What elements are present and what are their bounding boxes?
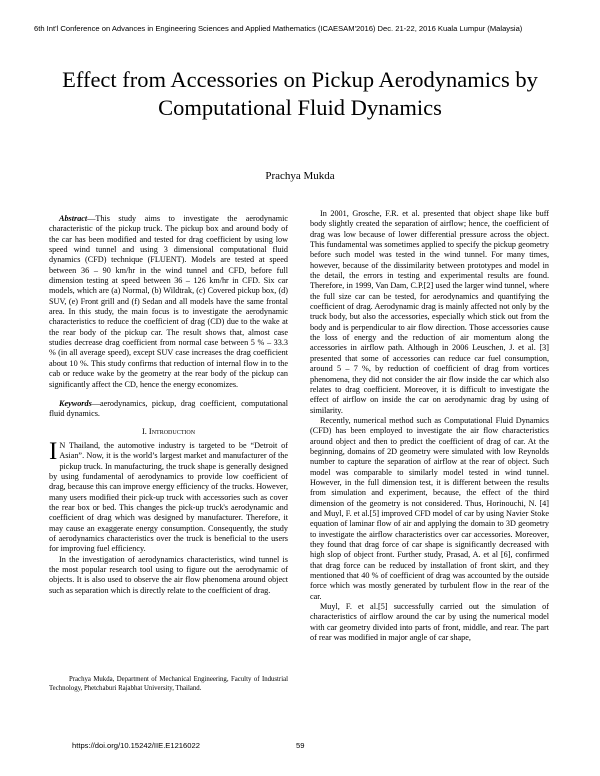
doi-link[interactable]: https://doi.org/10.15242/IIE.E1216022 [72,741,200,750]
keywords-label: Keywords [59,398,92,408]
conference-header: 6th Int'l Conference on Advances in Engineering Sciences and Applied Mathematics (ICAESAM'2016) Dec. 21-22, 2016 Kuala Lumpur (Malaysia) [34,24,523,33]
section-title: Introduction [148,426,196,436]
page-number: 59 [296,741,305,750]
body-paragraph-3: Muyl, F. et al.[5] successfully carried out the simulation of characteristics of airflow around the car by using the numerical model with car geometry divided into parts of front, middle, and rear. The part of rear was modified in major angle of car shape, [310,602,549,643]
paper-title: Effect from Accessories on Pickup Aerodynamics by Computational Fluid Dynamics [62,67,538,120]
abstract-text: —This study aims to investigate the aerodynamic characteristic of the pickup truck. The pickup box and around body of the car has been modified and tested for drag coefficient by using low speed wind tunnel and using 3 dimensional computational fluid dynamics (CFD) technique (FLUENT). Models are tested at speed between 36 – 90 km/hr in the wind tunnel and CFD, before full dimension testing at speed between 36 – 126 km/hr in CFD. Six car models, which are (a) Normal, (b) Wildtrak, (c) Covered pickup box, (d) SUV, (e) Front grill and (f) Sedan and all models have the same frontal area. In this study, the main focus is to investigate the aerodynamic characteristics to reduce the coefficient of drag (CD) due to the wake at the rear body of the pickup car. The result shows that, almost case studies decrease drag coefficient from normal case between 5 % – 33.3 % (in all average speed), except SUV case increases the drag coefficient about 10 %. This study confirms that reduction of internal flow in to the cab or reduce wake by the geometry at the rear body of the pickup can significantly affect the CD, hence the energy economizes. [49,214,288,389]
section-number: I. [141,426,147,436]
keywords [49,399,288,420]
author-footnote: Prachya Mukda, Department of Mechanical Engineering, Faculty of Industrial Technology, Phetchaburi Rajabhat University, Thailand. [49,676,288,692]
section-heading [49,427,288,437]
right-column [310,209,549,643]
intro-paragraph-1-text: N Thailand, the automotive industry is targeted to be “Detroit of Asian”. Now, it is the world’s largest market and manufacturer of the pickup truck. In manufacturing, the truck shape is generally designed by using fundamental of aerodynamics to provide low coefficient of drag, because this can improve energy efficiency of the trucks. However, many users modified their pick-up truck with accessories such as cover the rear box or bed. This changes the pick-up truck's aerodynamic and coefficient of drag which was designed by manufacturer. Therefore, it may cause an exaggerate energy consumption. Consequently, the study of aerodynamics characteristics over the truck is beneficial to the users for improving fuel efficiency. [49,440,288,554]
keywords-text: —aerodynamics, pickup, drag coefficient, computational fluid dynamics. [49,398,288,419]
abstract [49,214,288,390]
abstract-label: Abstract [59,214,88,223]
intro-paragraph-1 [49,437,288,555]
intro-paragraph-2: In the investigation of aerodynamics characteristics, wind tunnel is the most popular research tool using to figure out the aerodynamic of objects. It is also used to observe the air flow phenomena around object such as separation which is directly relate to the coefficient of drag. [49,554,288,595]
left-column [49,214,288,596]
drop-cap: I [49,437,58,465]
body-paragraph-2: Recently, numerical method such as Computational Fluid Dynamics (CFD) has been employed to investigate the air flow characteristics around object and then to predict the coefficient of drag of car. At the beginning, domains of 2D geometry were simulated with low Reynolds number to capture the separation of airflow at the rear of object. Such model was comparable to similarly model tested in wind tunnel. However, in the full dimension test, it is different between the results from simulation and experiment, because, the effect of the third dimension of the geometry is not considered. Thus, Horinouchi, N. [4] and Muyl, F. et al.[5] improved CFD model of car by using Navier Stoke equation of laminar flow of air and applying the domain to 3D geometry to investigate the airflow characteristics over car accessories. Moreover, they found that drag force of car shape is significantly decreased with high slop of object front. Further study, Prasad, A. et al [6], confirmed that drag force can be reduced by installation of front skirt, and they mentioned that 40 % of coefficient of drag was accounted by the outside force which was mostly generated by turbulent flow in the rear of the car. [310,415,550,601]
author-name: Prachya Mukda [265,170,335,182]
body-paragraph-1: In 2001, Grosche, F.R. et al. presented that object shape like buff body slightly created the separation of airflow; hence, the coefficient of drag was low because of lower differential pressure across the object. This fundamental was sometimes applied to specify the pickup geometry before such model was tested in the wind tunnel. For many times, however, because of the dissimilarity between prototypes and model in the detail, the errors in testing and experimental results are found. Therefore, in 1999, Van Dam, C.P.[2] used the larger wind tunnel, where the full size car can be tested, for aerodynamics and quantifying the coefficient of drag. Aerodynamic drag is mainly affected not only by the truck body, but also the accessories, especially which stick out from the body and is perpendicular to air flow direction. Those accessories cause the loss of energy and the reduction of air momentum along the accessories in airflow path. Although in 2006 Leuschen, J. et al. [3] presented that some of accessories can reduce car fuel consumption, around 5 – 7 %, by reduction of coefficient of drag from vortices phenomena, they did not consider the air flow inside the car which also relates to drag coefficient. Moreover, it is difficult to investigate the effect of airflow on inside the car on aerodynamic drag by using of similarity. [310,209,549,415]
